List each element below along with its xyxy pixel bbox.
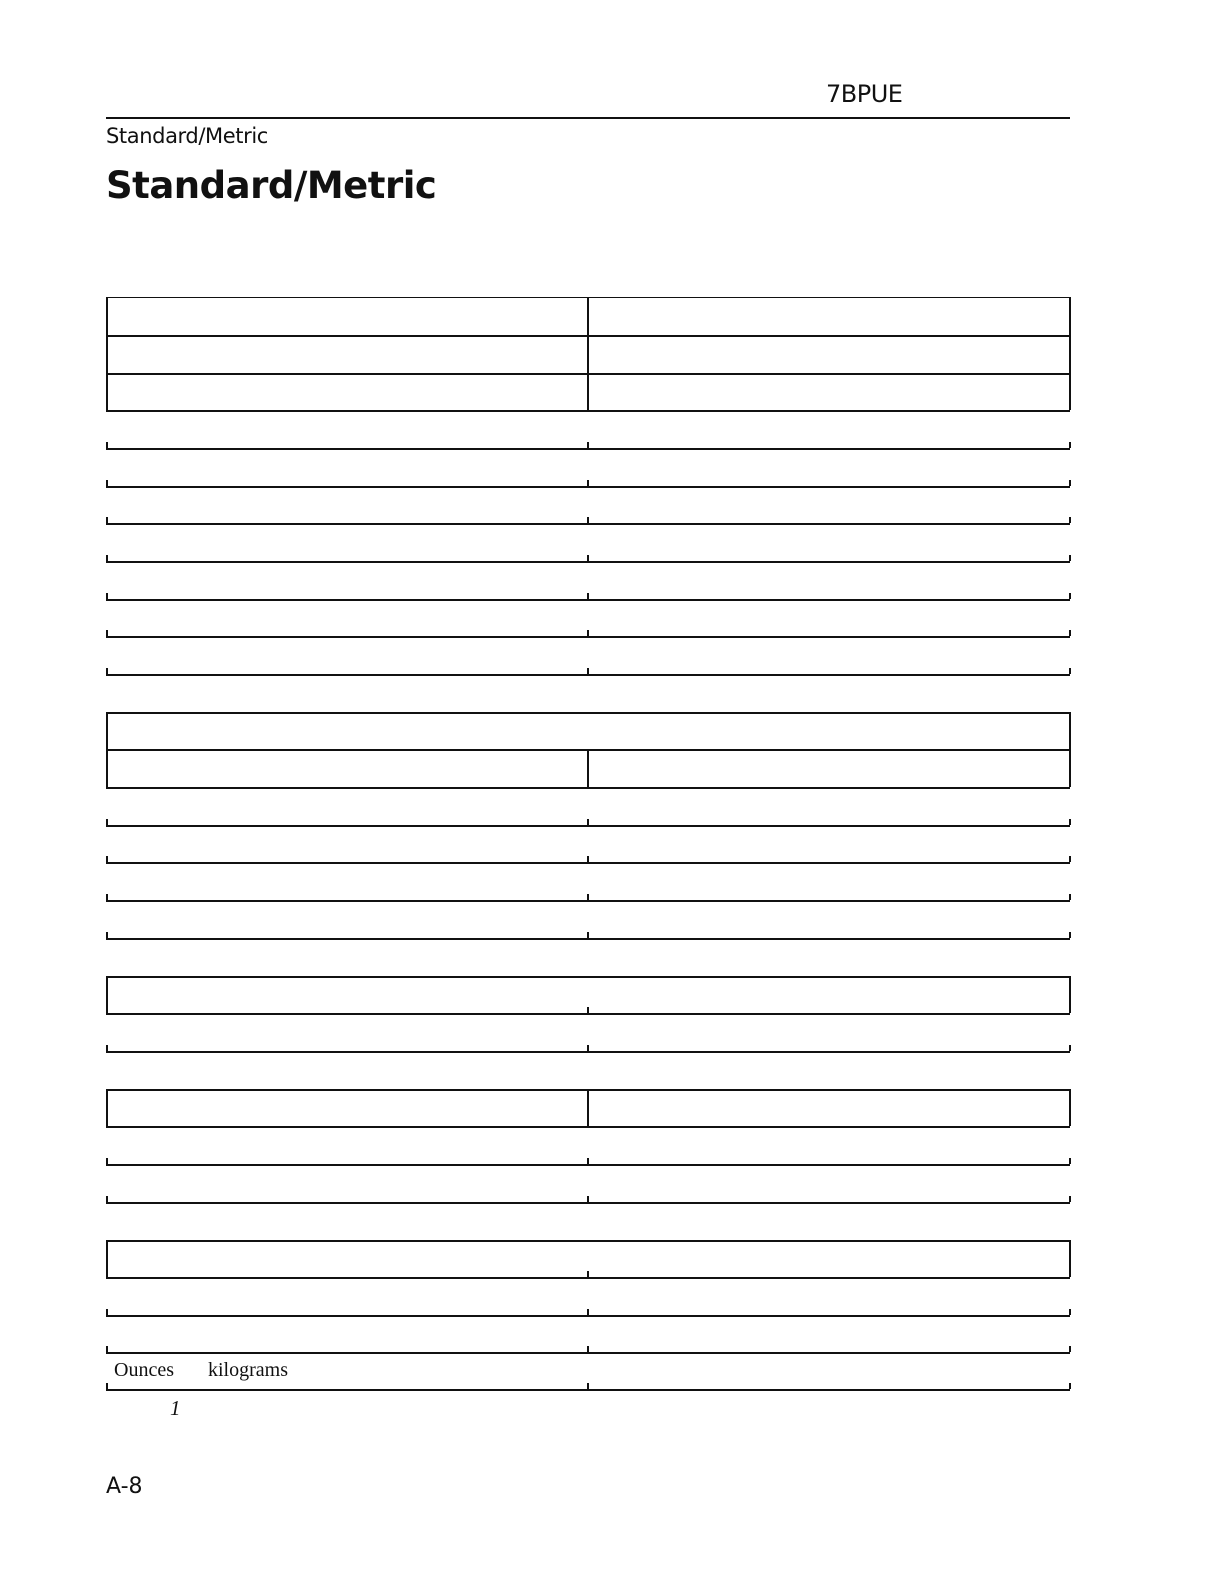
table-rule xyxy=(106,1051,1070,1053)
table-column-divider xyxy=(587,297,589,410)
table-tick xyxy=(106,1045,108,1051)
table-tick xyxy=(1069,1383,1071,1389)
table-rule xyxy=(106,787,1070,789)
table-tick xyxy=(106,480,108,486)
table-tick xyxy=(587,856,589,862)
table-tick xyxy=(1069,1045,1071,1051)
table-tick xyxy=(587,1045,589,1051)
table-tick xyxy=(106,894,108,900)
table-rule xyxy=(106,410,1070,412)
table-tick xyxy=(106,630,108,636)
table-tick xyxy=(106,1196,108,1202)
table-tick xyxy=(587,894,589,900)
table-rule xyxy=(106,599,1070,601)
table-tick xyxy=(1069,1271,1071,1277)
table-tick xyxy=(106,404,108,410)
table-tick xyxy=(106,517,108,523)
table-tick xyxy=(1069,1007,1071,1013)
table-tick xyxy=(1069,404,1071,410)
table-tick xyxy=(587,1158,589,1164)
table-tick xyxy=(1069,668,1071,674)
table-rule xyxy=(106,1277,1070,1279)
table-tick xyxy=(587,1120,589,1126)
table-cell-unit-to: kilograms xyxy=(208,1359,288,1381)
table-tick xyxy=(1069,856,1071,862)
table-rule xyxy=(106,1352,1070,1354)
table-rule xyxy=(106,674,1070,676)
table-rule xyxy=(106,825,1070,827)
table-tick xyxy=(106,1309,108,1315)
table-tick xyxy=(106,1158,108,1164)
table-tick xyxy=(1069,1158,1071,1164)
table-tick xyxy=(1069,1196,1071,1202)
table-tick xyxy=(587,1309,589,1315)
table-rule xyxy=(106,523,1070,525)
table-tick xyxy=(587,555,589,561)
table-tick xyxy=(1069,932,1071,938)
table-tick xyxy=(106,593,108,599)
table-tick xyxy=(106,856,108,862)
table-tick xyxy=(1069,593,1071,599)
table-tick xyxy=(587,819,589,825)
table-rule xyxy=(106,862,1070,864)
table-tick xyxy=(1069,1309,1071,1315)
table-tick xyxy=(1069,781,1071,787)
table-rule xyxy=(106,1315,1070,1317)
table-tick xyxy=(587,442,589,448)
table-tick xyxy=(106,1271,108,1277)
page-title: Standard/Metric xyxy=(106,164,437,207)
table-rule xyxy=(106,1240,1070,1242)
page-number: A-8 xyxy=(106,1474,143,1499)
table-tick xyxy=(587,517,589,523)
table-tick xyxy=(106,932,108,938)
table-tick xyxy=(106,781,108,787)
table-tick xyxy=(106,1007,108,1013)
table-rule xyxy=(106,1126,1070,1128)
table-rule xyxy=(106,561,1070,563)
table-tick xyxy=(587,1196,589,1202)
table-tick xyxy=(587,404,589,410)
table-tick xyxy=(1069,894,1071,900)
table-tick xyxy=(587,480,589,486)
table-tick xyxy=(587,932,589,938)
table-tick xyxy=(587,1383,589,1389)
table-rule xyxy=(106,486,1070,488)
table-tick xyxy=(587,593,589,599)
table-tick xyxy=(106,1120,108,1126)
table-rule xyxy=(106,636,1070,638)
running-header: Standard/Metric xyxy=(106,124,268,148)
table-border-right xyxy=(1069,712,1071,749)
table-border-left xyxy=(106,712,108,749)
table-tick xyxy=(587,1271,589,1277)
table-rule xyxy=(106,976,1070,978)
table-tick xyxy=(1069,555,1071,561)
table-tick xyxy=(587,668,589,674)
table-rule xyxy=(106,448,1070,450)
document-code: 7BPUE xyxy=(826,80,903,108)
table-tick xyxy=(106,1383,108,1389)
table-tick xyxy=(587,630,589,636)
table-tick xyxy=(106,819,108,825)
table-tick xyxy=(106,668,108,674)
table-border-left xyxy=(106,297,108,410)
table-rule xyxy=(106,1389,1070,1391)
table-tick xyxy=(587,1346,589,1352)
table-tick xyxy=(106,1346,108,1352)
table-tick xyxy=(1069,442,1071,448)
footnote-marker: 1 xyxy=(170,1396,181,1420)
table-border-right xyxy=(1069,297,1071,410)
table-tick xyxy=(1069,480,1071,486)
table-tick xyxy=(1069,630,1071,636)
table-rule xyxy=(106,1164,1070,1166)
table-tick xyxy=(106,442,108,448)
table-tick xyxy=(106,555,108,561)
table-rule xyxy=(106,712,1070,714)
table-rule xyxy=(106,900,1070,902)
table-tick xyxy=(1069,517,1071,523)
table-tick xyxy=(587,1007,589,1013)
table-tick xyxy=(1069,1346,1071,1352)
table-tick xyxy=(1069,1120,1071,1126)
table-tick xyxy=(587,781,589,787)
table-rule xyxy=(106,938,1070,940)
table-tick xyxy=(1069,819,1071,825)
table-cell-unit-from: Ounces xyxy=(114,1359,174,1381)
table-rule xyxy=(106,1202,1070,1204)
table-rule xyxy=(106,1013,1070,1015)
